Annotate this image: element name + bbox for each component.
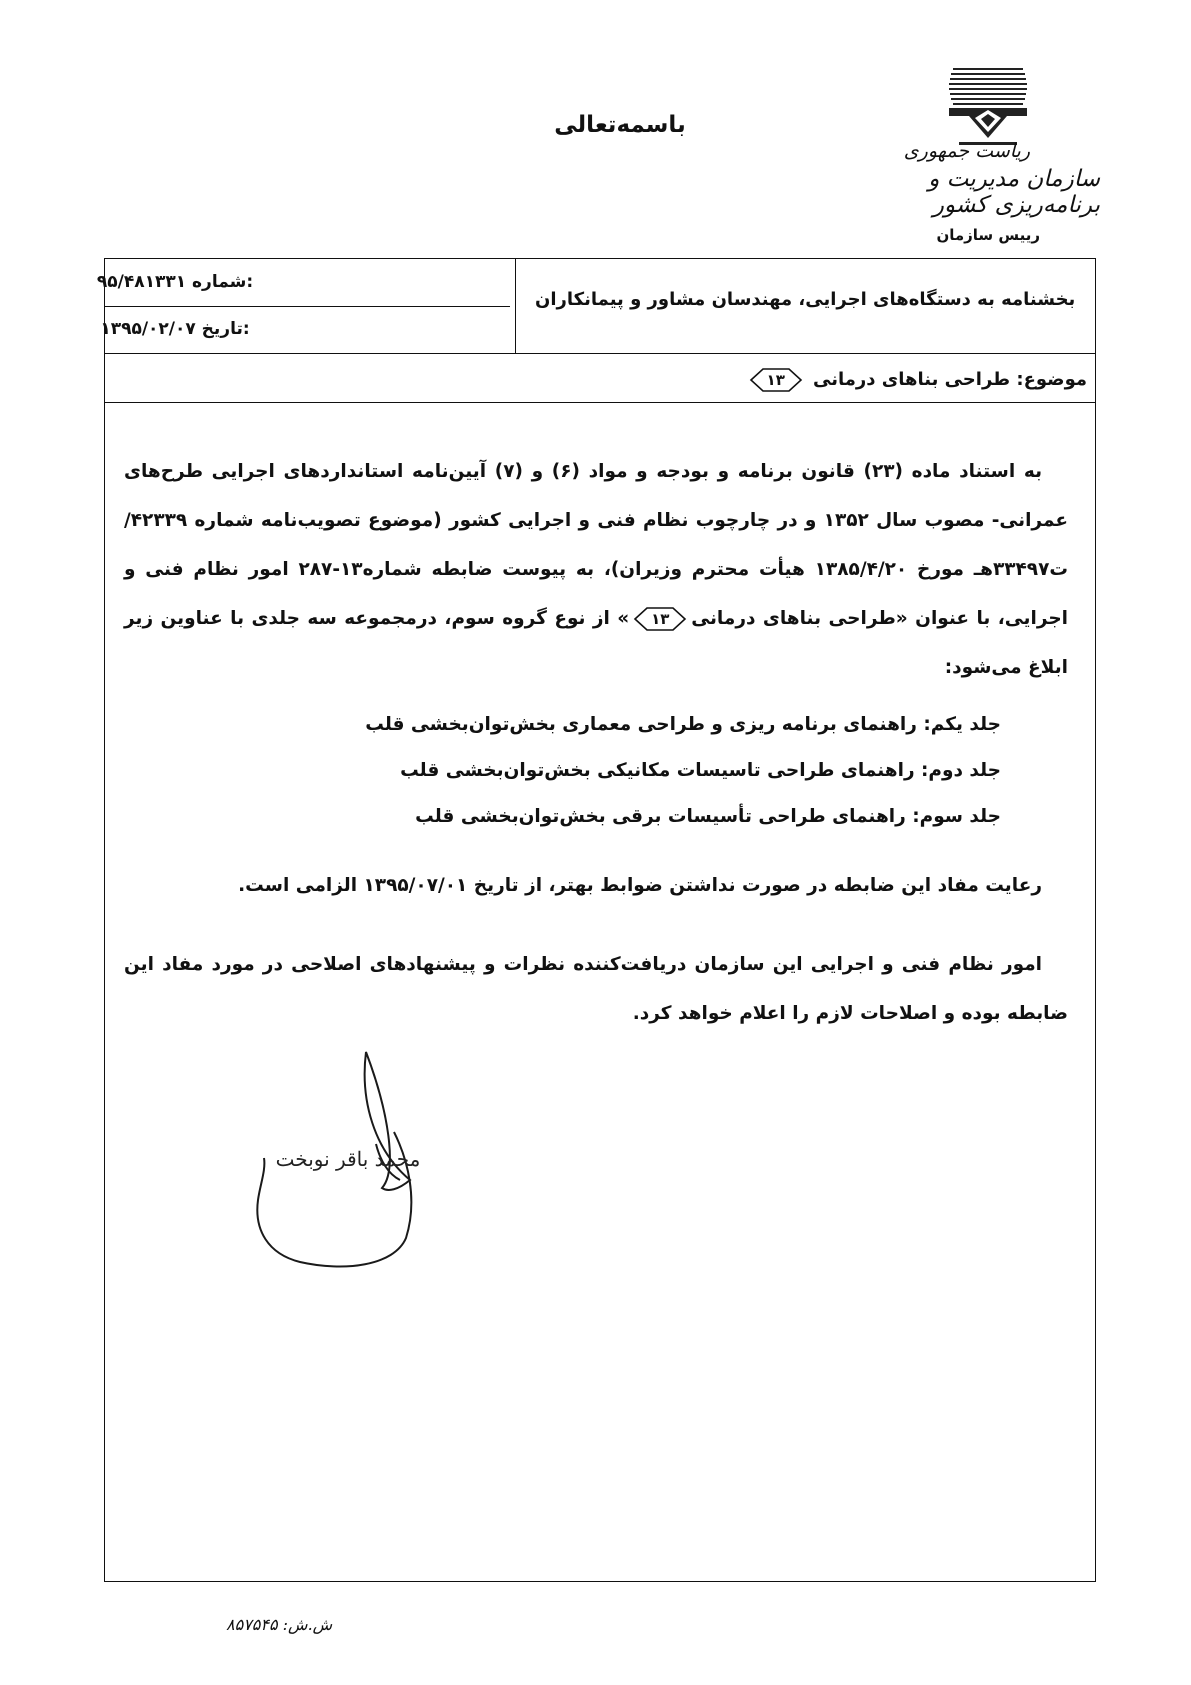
organization-block (860, 140, 1100, 244)
standard-group: گروه سوم (451, 608, 547, 629)
letter-date: ۱۳۹۵/۰۲/۰۷ تاریخ: (100, 319, 250, 339)
volume-3: جلد سوم: راهنمای طراحی تأسیسات برقی بخش‌توان‌بخشی قلب (415, 806, 1001, 827)
org-head-title: رییس سازمان (936, 226, 1040, 244)
bismillah-heading: باسمه‌تعالی (554, 112, 686, 138)
org-presidency: ریاست جمهوری (903, 140, 1030, 162)
subject-divider (105, 402, 1095, 403)
meta-column-divider (515, 259, 516, 353)
paragraph-2: رعایت مفاد این ضابطه در صورت نداشتن ضوابط بهتر، از تاریخ ۱۳۹۵/۰۷/۰۱ الزامی است. (238, 875, 1042, 896)
meta-divider (105, 306, 510, 307)
standard-title: طراحی بناهای درمانی (691, 608, 896, 629)
letter-number: ۹۵/۴۸۱۳۳۱ شماره: (96, 272, 254, 292)
standard-badge: ۱۳ (633, 606, 687, 632)
signatory-name: محمد باقر نوبخت (275, 1147, 421, 1171)
serial-number: ش.ش: ۸۵۷۵۴۵ (226, 1615, 333, 1634)
org-name: سازمان مدیریت و برنامه‌ریزی کشور (928, 166, 1100, 218)
subject-text: طراحی بناهای درمانی (812, 369, 1011, 390)
paragraph-3: امور نظام فنی و اجرایی این سازمان دریافت‌کننده نظرات و پیشنهادهای اصلاحی در مورد مفاد این ضابطه بوده و اصلاحات لازم را اعلام خواهد کرد. (124, 954, 1068, 1024)
subject-label: موضوع: (1016, 369, 1087, 390)
paragraph-1: به استناد ماده (۲۳) قانون برنامه و بودجه و مواد (۶) و (۷) آیین‌نامه استانداردهای اجرایی طرح‌های عمرانی- مصوب سال ۱۳۵۲ و در چارچوب نظام فنی و اجرایی کشور (موضوع تصویب‌نامه شماره ۴۲۳۳۹/ت۳۳۴۹۷هـ مورخ ۱۳۸۵/۴/۲۰ هیأت محترم وزیران)، به پیوست ضابطه شماره۱۳-۲۸۷ امور نظام فنی و اجرایی، با عنوان «طراحی بناهای درمانی ۱۳ » از نوع گروه سوم، درمجموعه سه جلدی با عناوین زیر ابلاغ می‌شود: (124, 461, 1068, 678)
volume-1: جلد یکم: راهنمای برنامه ریزی و طراحی معماری بخش‌توان‌بخشی قلب (365, 714, 1001, 735)
subject-line (745, 367, 1087, 393)
volume-2: جلد دوم: راهنمای طراحی تاسیسات مکانیکی بخش‌توان‌بخشی قلب (400, 760, 1001, 781)
subject-badge: ۱۳ (749, 367, 803, 393)
addressee: بخشنامه به دستگاه‌های اجرایی، مهندسان مشاور و پیمانکاران (535, 289, 1076, 310)
header-divider (105, 353, 1095, 354)
